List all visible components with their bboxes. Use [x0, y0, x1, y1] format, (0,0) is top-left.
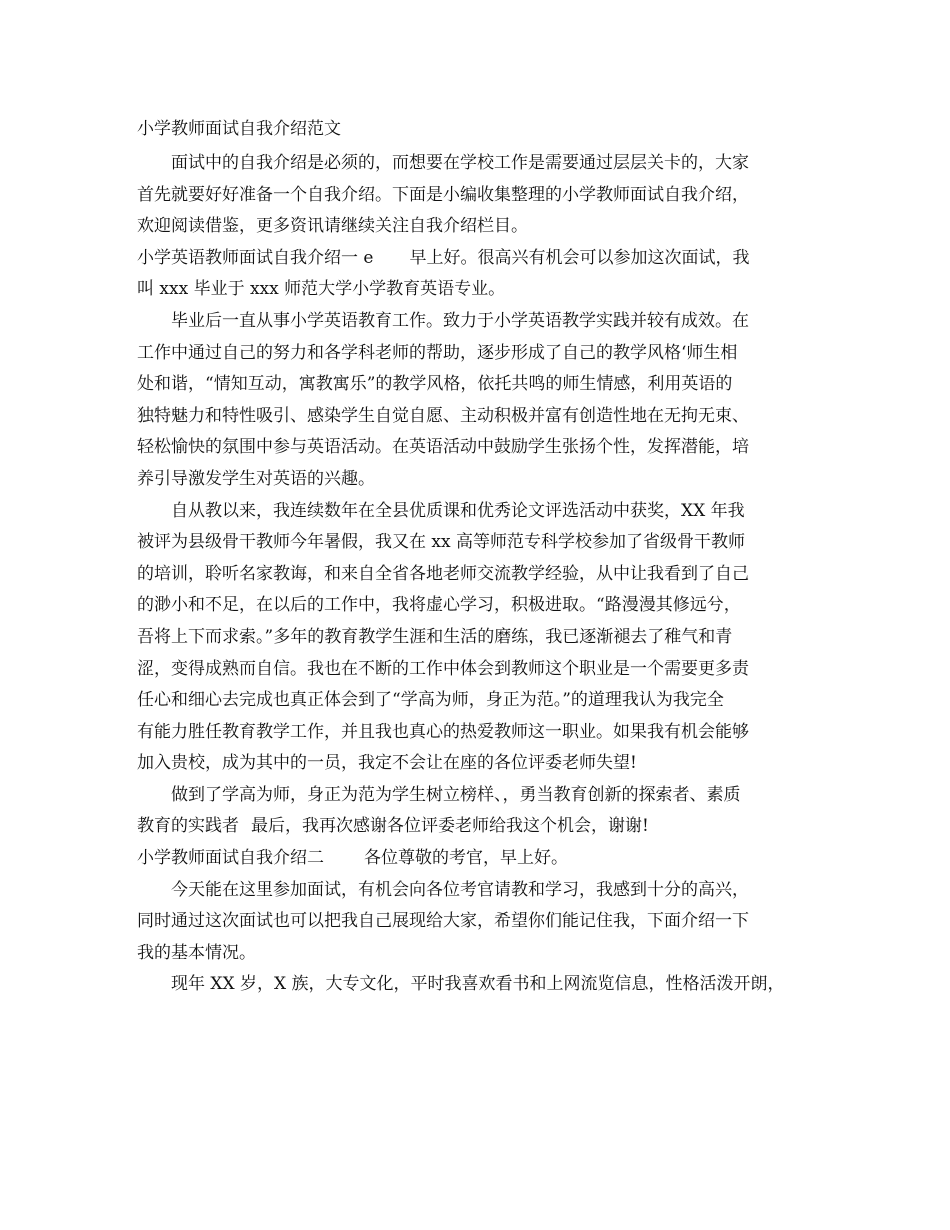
text-line	[137, 843, 827, 875]
text-line	[137, 243, 827, 275]
text-segment: 教育的实践者	[137, 816, 239, 837]
text-line: 我的基本情况。	[137, 942, 256, 963]
text-line: 今天能在这里参加面试，有机会向各位考官请教和学习，我感到十分的高兴，	[171, 879, 749, 900]
text-line: 养引导激发学生对英语的兴趣。	[137, 468, 375, 489]
text-line: 加入贵校，成为其中的一员，我定不会让在座的各位评委老师失望!	[137, 753, 637, 774]
text-line: 被评为县级骨干教师今年暑假，我又在 xx 高等师范专科学校参加了省级骨干教师	[137, 532, 745, 553]
text-segment: 各位尊敬的考官，早上好。	[364, 848, 568, 869]
text-line: 做到了学高为师，身正为范为学生树立榜样、，勇当教育创新的探索者、素质	[171, 784, 741, 805]
section-heading: 小学教师面试自我介绍二	[137, 848, 324, 869]
text-line: 处和谐，“情知互动，寓教寓乐”的教学风格，依托共鸣的师生情感，利用英语的	[137, 374, 733, 395]
text-line: 吾将上下而求索。”多年的教育教学生涯和生活的磨练，我已逐渐褪去了稚气和青	[137, 626, 733, 647]
text-line	[137, 811, 827, 843]
text-line: 首先就要好好准备一个自我介绍。下面是小编收集整理的小学教师面试自我介绍，	[137, 184, 749, 205]
text-line: 现年 XX 岁，X 族，大专文化，平时我喜欢看书和上网流览信息，性格活泼开朗，	[171, 974, 785, 995]
text-segment: 早上好。很高兴有机会可以参加这次面试，我	[409, 247, 750, 268]
text-line: 毕业后一直从事小学英语教育工作。致力于小学英语教学实践并较有成效。在	[171, 310, 749, 331]
text-line: 欢迎阅读借鉴，更多资讯请继续关注自我介绍栏目。	[137, 216, 528, 237]
document-body	[137, 116, 827, 1001]
text-line: 有能力胜任教育教学工作，并且我也真心的热爱教师这一职业。如果我有机会能够	[137, 721, 749, 742]
text-line: 的培训，聆听名家教诲，和来自全省各地老师交流教学经验，从中让我看到了自己	[137, 563, 749, 584]
text-line: 工作中通过自己的努力和各学科老师的帮助，逐步形成了自己的教学风格‘师生相	[137, 342, 738, 363]
text-line: 叫 xxx 毕业于 xxx 师范大学小学教育英语专业。	[137, 279, 506, 300]
text-line: 的渺小和不足，在以后的工作中，我将虚心学习，积极进取。“路漫漫其修远兮，	[137, 595, 741, 616]
text-line: 涩，变得成熟而自信。我也在不断的工作中体会到教师这个职业是一个需要更多责	[137, 658, 749, 679]
text-segment: 最后，我再次感谢各位评委老师给我这个机会，谢谢!	[251, 816, 649, 837]
text-line: 独特魅力和特性吸引、感染学生自觉自愿、主动积极并富有创造性地在无拘无束、	[137, 405, 749, 426]
text-line: 自从教以来，我连续数年在全县优质课和优秀论文评选活动中获奖，XX 年我	[171, 500, 745, 521]
document-title: 小学教师面试自我介绍范文	[137, 119, 341, 139]
text-line: 同时通过这次面试也可以把我自己展现给大家，希望你们能记住我，下面介绍一下	[137, 911, 749, 932]
text-line: 面试中的自我介绍是必须的，而想要在学校工作是需要通过层层关卡的，大家	[171, 153, 749, 173]
text-line: 轻松愉快的氛围中参与英语活动。在英语活动中鼓励学生张扬个性，发挥潜能，培	[137, 437, 749, 458]
text-line: 任心和细心去完成也真正体会到了“学高为师，身正为范。”的道理我认为我完全	[137, 690, 724, 711]
section-heading: 小学英语教师面试自我介绍一 e	[137, 247, 374, 268]
